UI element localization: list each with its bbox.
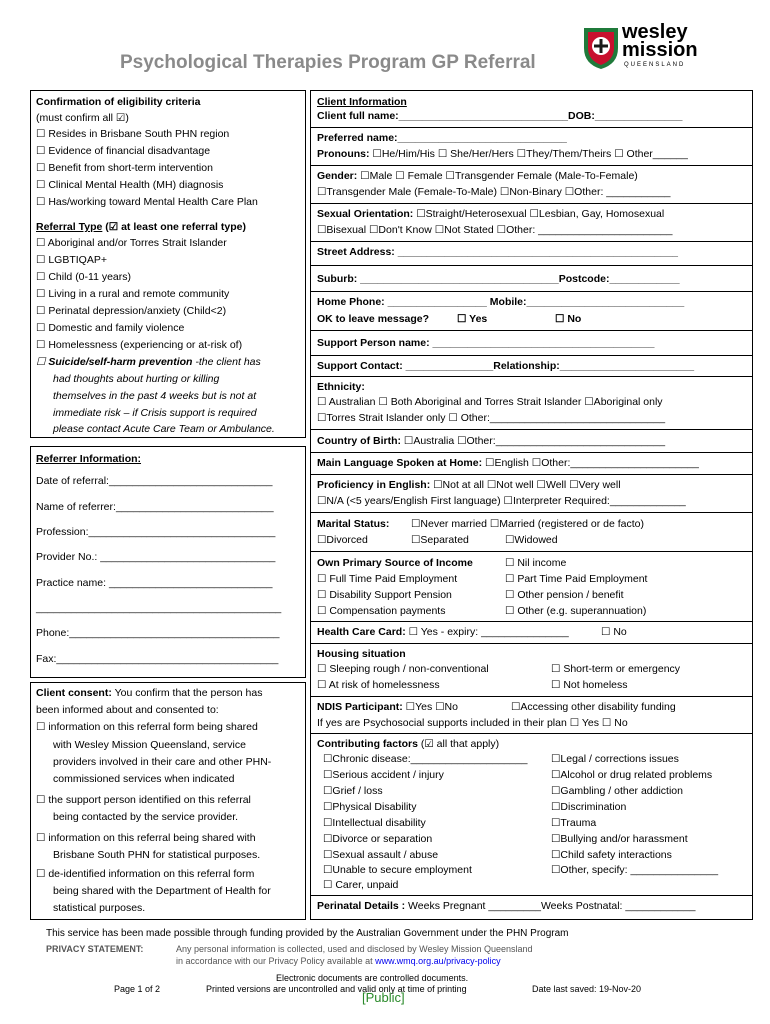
ok-message-yes-checkbox[interactable]: ☐ Yes: [457, 313, 488, 325]
consent-item[interactable]: ☐ information on this referral form being shared: [36, 721, 258, 734]
privacy-statement-line2: in accordance with our Privacy Policy available at www.wmq.org.au/privacy-policy: [176, 956, 501, 966]
consent-intro: Client consent: You confirm that the person has: [36, 687, 263, 699]
eligibility-sub: (must confirm all ☑): [36, 112, 129, 124]
wesley-mission-logo: [582, 22, 702, 76]
profession-field[interactable]: Profession:________________________________: [36, 526, 276, 538]
perinatal-details-row[interactable]: Perinatal Details : Weeks Pregnant _________Weeks Postnatal: ____________: [317, 900, 696, 912]
printed-versions-note: Printed versions are uncontrolled and valid only at time of printing: [206, 984, 467, 994]
gender-row[interactable]: Gender: ☐Male ☐ Female ☐Transgender Female (Male-To-Female): [317, 170, 638, 182]
divider: [311, 165, 752, 166]
eligibility-item[interactable]: ☐ Has/working toward Mental Health Care Plan: [36, 196, 258, 209]
provider-number-field[interactable]: Provider No.: ______________________________: [36, 551, 276, 563]
factor-option[interactable]: ☐Divorce or separation: [323, 833, 433, 845]
divider: [311, 429, 752, 430]
checkbox-icon: [36, 868, 45, 880]
marital-separated-checkbox[interactable]: ☐Separated: [411, 534, 469, 546]
marital-status-row[interactable]: ☐Never married ☐Married (registered or de facto): [411, 518, 644, 530]
housing-option[interactable]: ☐ Short-term or emergency: [551, 663, 681, 675]
divider: [311, 376, 752, 377]
factor-option[interactable]: ☐Other, specify: _______________: [551, 864, 719, 876]
ok-message-no-checkbox[interactable]: ☐ No: [555, 313, 582, 325]
divider: [311, 355, 752, 356]
consent-intro-line2: been informed about and consented to:: [36, 704, 219, 716]
suburb-postcode-field[interactable]: Suburb: __________________________________Postcode:____________: [317, 273, 680, 285]
health-care-card-no-checkbox[interactable]: ☐ No: [601, 626, 627, 638]
referral-type-item[interactable]: ☐ LGBTIQAP+: [36, 254, 107, 267]
income-label: Own Primary Source of Income: [317, 557, 473, 569]
checkbox-icon: [36, 237, 45, 249]
checkbox-icon: [36, 721, 45, 733]
suicide-text-line: please contact Acute Care Team or Ambulance.: [53, 423, 275, 435]
country-of-birth-row[interactable]: Country of Birth: ☐Australia ☐Other:_____________________________: [317, 435, 666, 447]
support-contact-field[interactable]: Support Contact: _______________Relationship:_______________________: [317, 360, 695, 372]
housing-option[interactable]: ☐ Sleeping rough / non-conventional: [317, 663, 489, 675]
marital-divorced-checkbox[interactable]: ☐Divorced: [317, 534, 368, 546]
factor-option[interactable]: ☐Bullying and/or harassment: [551, 833, 688, 845]
referral-type-heading: Referral Type (☑ at least one referral type): [36, 221, 246, 233]
marital-widowed-checkbox[interactable]: ☐Widowed: [505, 534, 558, 546]
consent-text-line: Brisbane South PHN for statistical purposes.: [53, 849, 261, 861]
consent-text-line: commissioned services when indicated: [53, 773, 235, 785]
factor-option[interactable]: ☐Grief / loss: [323, 785, 383, 797]
divider: [311, 696, 752, 697]
housing-option[interactable]: ☐ At risk of homelessness: [317, 679, 440, 691]
marital-status-label: Marital Status:: [317, 518, 390, 530]
checkbox-icon: [36, 271, 45, 283]
consent-text-line: being shared with the Department of Health for: [53, 885, 271, 897]
health-care-card-row[interactable]: Health Care Card: ☐ Yes - expiry: _______________: [317, 626, 569, 638]
income-option[interactable]: ☐ Other pension / benefit: [505, 589, 624, 601]
referral-type-item[interactable]: ☐ Living in a rural and remote community: [36, 288, 229, 301]
page-title: Psychological Therapies Program GP Referral: [120, 52, 536, 73]
referral-type-item[interactable]: ☐ Homelessness (experiencing or at-risk of): [36, 339, 242, 352]
factor-option[interactable]: ☐Trauma: [551, 817, 597, 829]
referrer-heading: Referrer Information:: [36, 453, 142, 465]
checkbox-icon: [36, 128, 45, 140]
referrer-name-field[interactable]: Name of referrer:___________________________: [36, 501, 274, 513]
electronic-documents-note: Electronic documents are controlled documents.: [276, 973, 469, 983]
privacy-policy-link[interactable]: www.wmq.org.au/privacy-policy: [375, 956, 501, 966]
divider: [311, 474, 752, 475]
english-proficiency-row-2[interactable]: ☐N/A (<5 years/English First language) ☐Interpreter Required:_____________: [317, 495, 686, 507]
ethnicity-row[interactable]: ☐ Australian ☐ Both Aboriginal and Torres Strait Islander ☐Aboriginal only: [317, 396, 663, 408]
suicide-text-line: immediate risk – if Crisis support is required: [53, 407, 257, 419]
divider: [311, 265, 752, 266]
checkbox-icon: [36, 145, 45, 157]
funding-statement: This service has been made possible through funding provided by the Australian Government under the PHN Program: [46, 928, 569, 939]
checkbox-icon: [36, 254, 45, 266]
gender-row-2[interactable]: ☐Transgender Male (Female-To-Male) ☐Non-Binary ☐Other: ___________: [317, 186, 671, 198]
ndis-row[interactable]: NDIS Participant: ☐Yes ☐No: [317, 701, 458, 713]
consent-text-line: statistical purposes.: [53, 902, 146, 914]
suicide-text-line: had thoughts about hurting or killing: [53, 373, 220, 385]
home-phone-mobile-field[interactable]: Home Phone: _________________ Mobile:___________________________: [317, 296, 685, 308]
divider: [311, 621, 752, 622]
eligibility-box: [30, 90, 306, 438]
factor-option[interactable]: ☐ Carer, unpaid: [323, 879, 399, 891]
client-info-box: [310, 90, 753, 920]
factor-option[interactable]: ☐Gambling / other addiction: [551, 785, 683, 797]
client-info-heading: Client Information: [317, 96, 407, 108]
eligibility-heading: Confirmation of eligibility criteria: [36, 96, 201, 108]
divider: [311, 551, 752, 552]
eligibility-item[interactable]: ☐ Clinical Mental Health (MH) diagnosis: [36, 179, 223, 192]
checkbox-icon: [36, 832, 45, 844]
factor-option[interactable]: ☐Serious accident / injury: [323, 769, 444, 781]
psychosocial-row[interactable]: If yes are Psychosocial supports included in their plan ☐ Yes ☐ No: [317, 717, 628, 729]
eligibility-item[interactable]: ☐ Evidence of financial disadvantage: [36, 145, 210, 158]
practice-name-field[interactable]: Practice name: ____________________________: [36, 577, 273, 589]
client-fullname-field[interactable]: Client full name:_____________________________DOB:_______________: [317, 110, 683, 122]
divider: [311, 895, 752, 896]
factor-option[interactable]: ☐Physical Disability: [323, 801, 417, 813]
consent-text-line: providers involved in their care and other PHN-: [53, 756, 272, 768]
consent-box: [30, 682, 306, 920]
ethnicity-row-2[interactable]: ☐Torres Strait Islander only ☐ Other:______________________________: [317, 412, 666, 424]
housing-label: Housing situation: [317, 648, 406, 660]
referral-type-item[interactable]: ☐ Child (0-11 years): [36, 271, 131, 284]
english-proficiency-row[interactable]: Proficiency in English: ☐Not at all ☐Not well ☐Well ☐Very well: [317, 479, 621, 491]
referral-type-item[interactable]: ☐ Aboriginal and/or Torres Strait Islander: [36, 237, 227, 250]
factor-option[interactable]: ☐Discrimination: [551, 801, 627, 813]
factor-option[interactable]: ☐Unable to secure employment: [323, 864, 472, 876]
checkbox-icon: [36, 339, 45, 351]
income-option[interactable]: ☐ Part Time Paid Employment: [505, 573, 648, 585]
income-option[interactable]: ☐ Nil income: [505, 557, 567, 569]
divider: [311, 512, 752, 513]
divider: [311, 733, 752, 734]
checkbox-icon: [36, 356, 45, 368]
consent-item[interactable]: ☐ information on this referral being shared with: [36, 832, 256, 845]
preferred-name-field[interactable]: Preferred name:_____________________________: [317, 132, 567, 144]
checkbox-icon: [36, 794, 45, 806]
divider: [311, 452, 752, 453]
logo-text-wesley: wesley: [622, 21, 688, 43]
factor-option[interactable]: ☐Intellectual disability: [323, 817, 426, 829]
logo-text-queensland: QUEENSLAND: [624, 62, 686, 68]
factor-option[interactable]: ☐Sexual assault / abuse: [323, 849, 439, 861]
privacy-statement-label: PRIVACY STATEMENT:: [46, 944, 144, 954]
consent-item[interactable]: ☐ the support person identified on this referral: [36, 794, 251, 807]
main-language-row[interactable]: Main Language Spoken at Home: ☐English ☐Other:______________________: [317, 457, 699, 469]
street-address-field[interactable]: Street Address: ________________________________________________: [317, 246, 679, 258]
checkbox-icon: [36, 162, 45, 174]
referrer-box: [30, 446, 306, 678]
income-option[interactable]: ☐ Full Time Paid Employment: [317, 573, 458, 585]
divider: [311, 330, 752, 331]
fax-field[interactable]: Fax:______________________________________: [36, 653, 279, 665]
privacy-statement-line1: Any personal information is collected, used and disclosed by Wesley Mission Queensland: [176, 944, 533, 954]
support-person-name-field[interactable]: Support Person name: ______________________________________: [317, 337, 655, 349]
sexual-orientation-row[interactable]: Sexual Orientation: ☐Straight/Heterosexual ☐Lesbian, Gay, Homosexual: [317, 208, 665, 220]
ethnicity-label: Ethnicity:: [317, 381, 365, 393]
date-last-saved: Date last saved: 19-Nov-20: [532, 984, 642, 994]
logo-shield-icon: [582, 24, 620, 70]
checkbox-icon: [36, 179, 45, 191]
factor-option[interactable]: ☐Alcohol or drug related problems: [551, 769, 713, 781]
eligibility-item[interactable]: ☐ Benefit from short-term intervention: [36, 162, 213, 175]
divider: [311, 643, 752, 644]
ndis-other-funding-checkbox[interactable]: ☐Accessing other disability funding: [511, 701, 676, 713]
income-option[interactable]: ☐ Compensation payments: [317, 605, 446, 617]
consent-item[interactable]: ☐ de-identified information on this referral form: [36, 868, 254, 881]
referral-type-item[interactable]: ☐ Perinatal depression/anxiety (Child<2): [36, 305, 226, 318]
checkbox-icon: [36, 322, 45, 334]
factor-option[interactable]: ☐Child safety interactions: [551, 849, 672, 861]
divider: [311, 241, 752, 242]
pronouns-row[interactable]: Pronouns: ☐He/Him/His ☐ She/Her/Hers ☐They/Them/Theirs ☐ Other______: [317, 148, 688, 160]
ok-to-leave-message-label: OK to leave message?: [317, 313, 430, 325]
factor-option[interactable]: ☐Chronic disease:____________________: [323, 753, 528, 765]
practice-name-field-line2[interactable]: __________________________________________: [36, 602, 282, 614]
suicide-text-line: themselves in the past 4 weeks but is not at: [53, 390, 257, 402]
referral-date-field[interactable]: Date of referral:____________________________: [36, 475, 273, 487]
classification-label: [Public]: [362, 990, 405, 1005]
consent-text-line: with Wesley Mission Queensland, service: [53, 739, 246, 751]
page-number: Page 1 of 2: [114, 984, 161, 994]
income-option[interactable]: ☐ Disability Support Pension: [317, 589, 452, 601]
checkbox-icon: [36, 305, 45, 317]
suicide-prevention-item[interactable]: ☐ Suicide/self-harm prevention -the client has: [36, 356, 261, 369]
referral-type-item[interactable]: ☐ Domestic and family violence: [36, 322, 184, 335]
consent-text-line: being contacted by the service provider.: [53, 811, 239, 823]
divider: [311, 203, 752, 204]
contributing-factors-heading: Contributing factors (☑ all that apply): [317, 738, 500, 750]
divider: [311, 291, 752, 292]
housing-option[interactable]: ☐ Not homeless: [551, 679, 628, 691]
logo-text-mission: mission: [622, 39, 698, 61]
income-option[interactable]: ☐ Other (e.g. superannuation): [505, 605, 647, 617]
checkbox-icon: [36, 288, 45, 300]
factor-option[interactable]: ☐Legal / corrections issues: [551, 753, 679, 765]
eligibility-item[interactable]: ☐ Resides in Brisbane South PHN region: [36, 128, 229, 141]
checkbox-icon: [36, 196, 45, 208]
phone-field[interactable]: Phone:____________________________________: [36, 627, 280, 639]
divider: [311, 127, 752, 128]
sexual-orientation-row-2[interactable]: ☐Bisexual ☐Don't Know ☐Not Stated ☐Other: _______________________: [317, 224, 673, 236]
